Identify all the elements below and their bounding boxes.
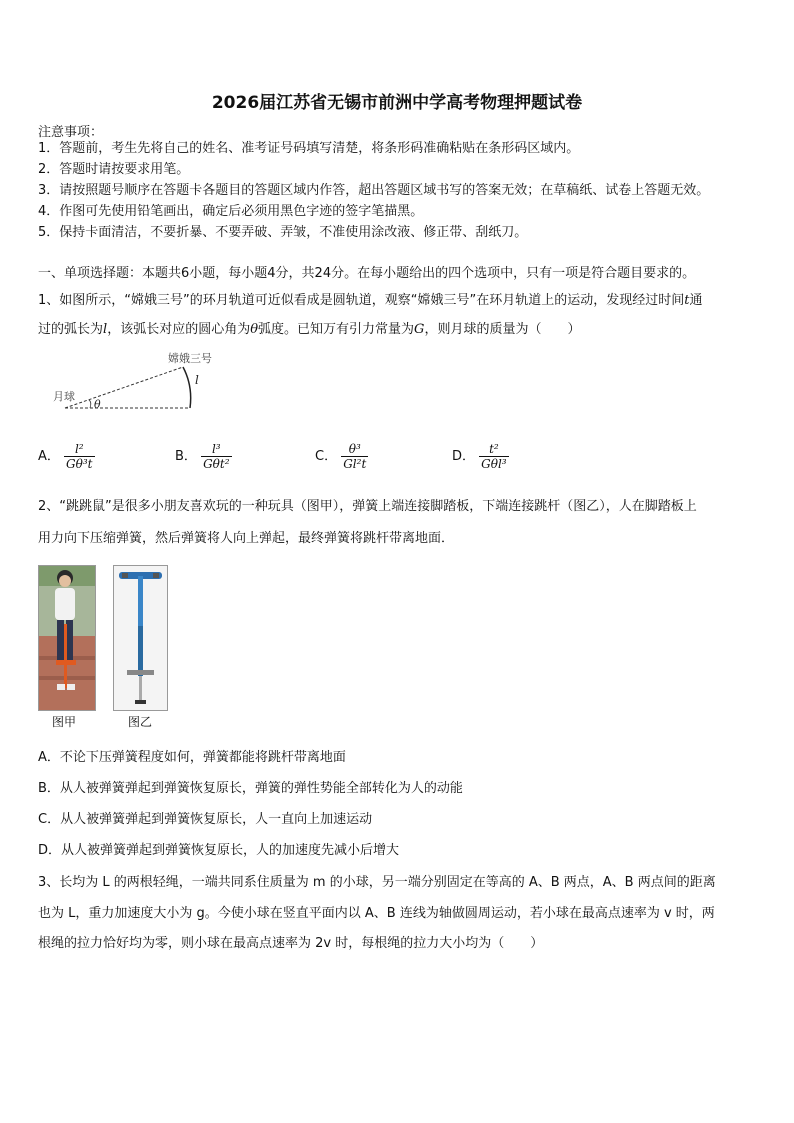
- figure-b-caption: 图乙: [128, 715, 153, 729]
- q2-option-b[interactable]: B．从人被弹簧弹起到弹簧恢复原长，弹簧的弹性势能全部转化为人的动能: [38, 781, 463, 796]
- q2-option-a[interactable]: A．不论下压弹簧程度如何，弹簧都能将跳杆带离地面: [38, 750, 346, 765]
- notice-item: 3．请按照题号顺序在答题卡各题目的答题区域内作答，超出答题区域书写的答案无效；在草稿纸、试卷上答题无效。: [38, 183, 710, 198]
- q3-line-1: 3、长均为 L 的两根轻绳，一端共同系住质量为 m 的小球，另一端分别固定在等高的 A、B 两点，A、B 两点间的距离: [38, 875, 716, 890]
- craft-label: 嫦娥三号: [168, 352, 212, 365]
- q1-option-c[interactable]: C． $\frac{\text{θ³}}{\text{Gl²t}}$: [315, 442, 367, 471]
- q1-option-b[interactable]: B． $\frac{\text{l³}}{\text{Gθt²}}$: [175, 442, 230, 471]
- notice-item: 4．作图可先使用铅笔画出，确定后必须用黑色字迹的签字笔描黑。: [38, 204, 424, 219]
- orbit-diagram: [50, 350, 230, 415]
- child-photo: [38, 565, 96, 711]
- q2-option-c[interactable]: C．从人被弹簧弹起到弹簧恢复原长，人一直向上加速运动: [38, 812, 373, 827]
- notice-item: 2．答题时请按要求用笔。: [38, 162, 190, 177]
- q3-line-3: 根绳的拉力恰好均为零，则小球在最高点速率为 2v 时，每根绳的拉力大小均为（ ）: [38, 936, 544, 951]
- pogo-stick-photo: [113, 565, 168, 711]
- notice-heading: 注意事项：: [38, 125, 104, 140]
- q2-line-2: 用力向下压缩弹簧，然后弹簧将人向上弹起，最终弹簧将跳杆带离地面．: [38, 531, 455, 546]
- arc-label: l: [195, 373, 199, 387]
- figure-a-caption: 图甲: [52, 715, 77, 729]
- angle-label: θ: [94, 398, 101, 411]
- section-heading: 一、单项选择题：本题共6小题，每小题4分，共24分。在每小题给出的四个选项中，只有一项是符合题目要求的。: [38, 266, 696, 281]
- notice-item: 5．保持卡面清洁，不要折暴、不要弄破、弄皱，不准使用涂改液、修正带、刮纸刀。: [38, 225, 528, 240]
- moon-label: 月球: [53, 390, 75, 403]
- q1-line-1: 1、如图所示，“嫦娥三号”的环月轨道可近似看成是圆轨道，观察“嫦娥三号”在环月轨道上的运动，发现经过时间t通: [38, 293, 703, 308]
- page-title: 2026届江苏省无锡市前洲中学高考物理押题试卷: [211, 93, 583, 113]
- q1-option-a[interactable]: A． $\frac{\text{l²}}{\text{Gθ³t}}$: [38, 442, 93, 471]
- q1-line-2: 过的弧长为l，该弧长对应的圆心角为θ弧度。已知万有引力常量为G，则月球的质量为（ ）: [38, 322, 581, 337]
- notice-item: 1．答题前，考生先将自己的姓名、准考证号码填写清楚，将条形码准确粘贴在条形码区域内。: [38, 141, 580, 156]
- q1-option-d[interactable]: D． $\frac{\text{t²}}{\text{Gθl³}}$: [452, 442, 507, 471]
- q3-line-2: 也为 L，重力加速度大小为 g。今使小球在竖直平面内以 A、B 连线为轴做圆周运动，若小球在最高点速率为 v 时，两: [38, 906, 715, 921]
- q2-line-1: 2、“跳跳鼠”是很多小朋友喜欢玩的一种玩具（图甲），弹簧上端连接脚踏板，下端连接跳杆（图乙），人在脚踏板上: [38, 499, 697, 514]
- q2-option-d[interactable]: D．从人被弹簧弹起到弹簧恢复原长，人的加速度先减小后增大: [38, 843, 400, 858]
